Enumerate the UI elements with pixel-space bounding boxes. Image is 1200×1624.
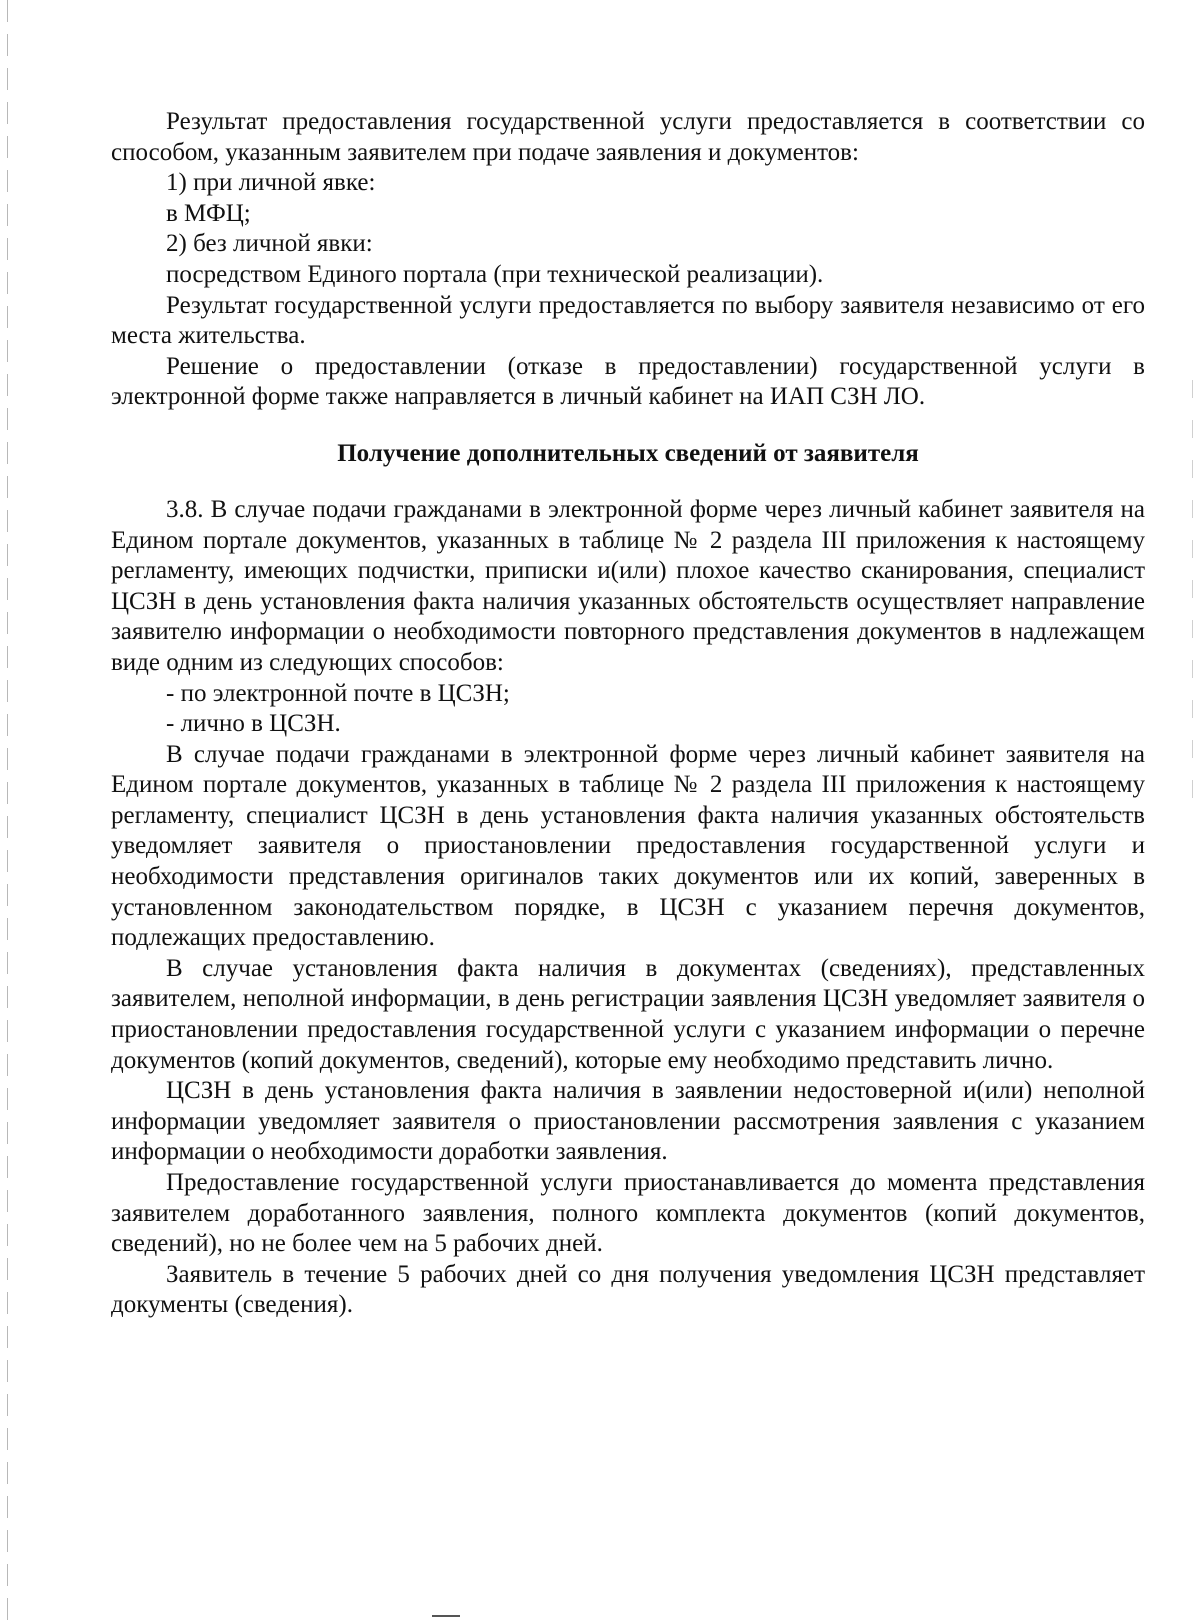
document-body <box>111 107 1145 1321</box>
list-item-personal: 1) при личной явке: <box>166 169 376 197</box>
scan-left-edge <box>7 0 8 1624</box>
list-item-mfc: в МФЦ; <box>166 199 251 227</box>
scan-artifact-mark <box>432 1615 460 1617</box>
paragraph-originals: В случае подачи гражданами в электронной форме через личный кабинет заявителя на Едином портале документов, указанных в таблице № 2 раздела III приложения к настоящему регламенту, специалист ЦСЗН в день установления факта наличия указанных обстоятельств уведомляет заявителя о приостановлении предоставления государственной услуги и необходимости представления оригиналов таких документов или их копий, заверенных в установленном законодательством порядке, в ЦСЗН с указанием перечня документов, подлежащих предоставлению. <box>111 740 1145 952</box>
section-heading: Получение дополнительных сведений от заявителя <box>337 439 919 467</box>
paragraph-unreliable: ЦСЗН в день установления факта наличия в заявлении недостоверной и(или) неполной информации уведомляет заявителя о приостановлении рассмотрения заявления с указанием информации о необходимости доработки заявления. <box>111 1077 1145 1166</box>
list-item-in-person: - лично в ЦСЗН. <box>166 710 341 738</box>
paragraph-incomplete: В случае установления факта наличия в документах (сведениях), представленных заявителем, неполной информации, в день регистрации заявления ЦСЗН уведомляет заявителя о приостановлении предоставления государственной услуги с указанием информации о перечне документов (копий документов, сведений), которые ему необходимо представить лично. <box>111 954 1145 1074</box>
list-item-portal: посредством Единого портала (при технической реализации). <box>166 260 824 288</box>
scan-right-edge <box>1192 380 1193 800</box>
paragraph-3-8: 3.8. В случае подачи гражданами в электронной форме через личный кабинет заявителя на Едином портале документов, указанных в таблице № 2 раздела III приложения к настоящему регламенту, имеющих подчистки, приписки и(или) плохое качество сканирования, специалист ЦСЗН в день установления факта наличия указанных обстоятельств осуществляет направление заявителю информации о необходимости повторного представления документов в надлежащем виде одним из следующих способов: <box>111 495 1145 676</box>
paragraph-result-delivery: Результат предоставления государственной услуги предоставляется в соответствии со способом, указанным заявителем при подаче заявления и документов: <box>111 108 1145 166</box>
paragraph-decision: Решение о предоставлении (отказе в предоставлении) государственной услуги в электронной форме также направляется в личный кабинет на ИАП СЗН ЛО. <box>111 352 1145 411</box>
paragraph-deadline: Заявитель в течение 5 рабочих дней со дня получения уведомления ЦСЗН представляет документы (сведения). <box>111 1260 1145 1319</box>
list-item-remote: 2) без личной явки: <box>166 230 373 258</box>
paragraph-suspension: Предоставление государственной услуги приостанавливается до момента представления заявителем доработанного заявления, полного комплекта документов (копий документов, сведений), но не более чем на 5 рабочих дней. <box>111 1169 1145 1258</box>
paragraph-choice: Результат государственной услуги предоставляется по выбору заявителя независимо от его места жительства. <box>111 291 1145 350</box>
list-item-email: - по электронной почте в ЦСЗН; <box>166 679 510 707</box>
